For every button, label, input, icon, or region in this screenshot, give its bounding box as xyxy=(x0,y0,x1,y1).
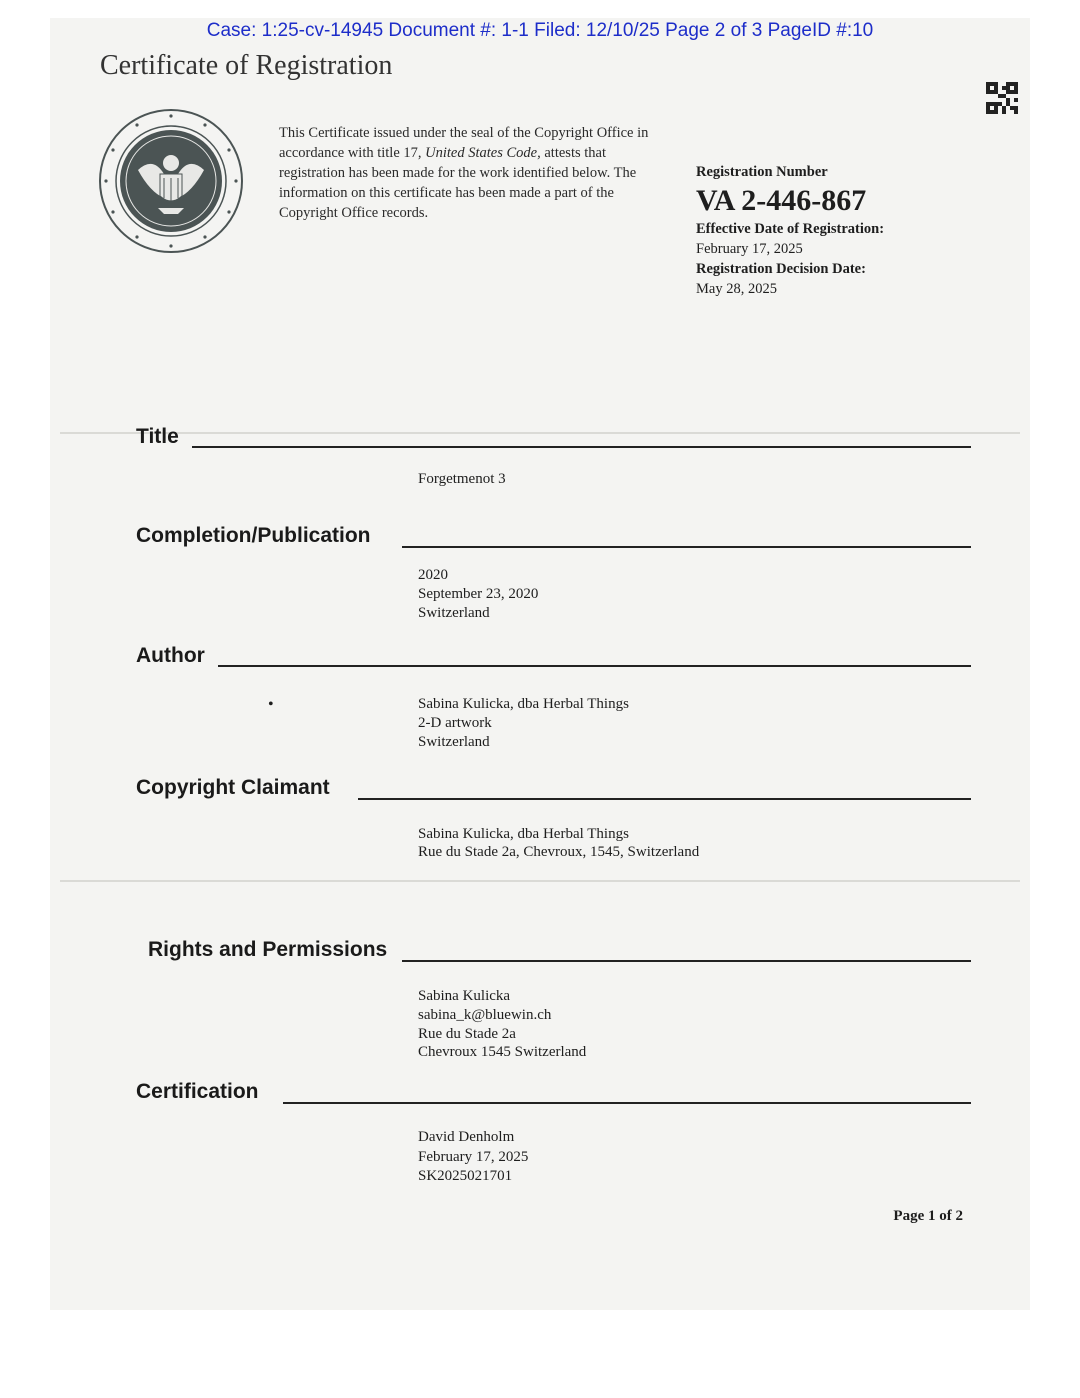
author-value: Sabina Kulicka, dba Herbal Things xyxy=(418,696,629,712)
section-author-heading: Author xyxy=(136,644,205,667)
claimant-name-value: Sabina Kulicka, dba Herbal Things xyxy=(418,826,629,842)
rights-name-value: Sabina Kulicka xyxy=(418,988,511,1004)
certification-date-value: February 17, 2025 xyxy=(418,1149,529,1165)
section-divider xyxy=(402,960,971,962)
rights-email-value: sabina_k@bluewin.ch xyxy=(418,1007,552,1023)
section-title-heading: Title xyxy=(136,425,179,448)
citizen-value: Switzerland xyxy=(418,734,490,750)
section-claimant-heading: Copyright Claimant xyxy=(136,776,330,799)
bullet-icon: • xyxy=(268,696,274,713)
effective-date: February 17, 2025 xyxy=(696,241,803,257)
decision-date: May 28, 2025 xyxy=(696,281,777,297)
title-of-work-value: Forgetmenot 3 xyxy=(418,471,506,487)
certification-name-value: David Denholm xyxy=(418,1129,515,1145)
section-divider xyxy=(402,546,971,548)
rights-address-line2: Chevroux 1545 Switzerland xyxy=(418,1044,587,1060)
section-certification-heading: Certification xyxy=(136,1080,259,1103)
registration-number: VA 2-446-867 xyxy=(696,184,867,217)
copyright-office-seal xyxy=(98,108,244,254)
case-header: Case: 1:25-cv-14945 Document #: 1-1 Filed: 12/10/25 Page 2 of 3 PageID #:10 xyxy=(206,20,874,41)
registration-number-label: Registration Number xyxy=(696,164,828,180)
fold-line xyxy=(60,432,1020,434)
page-title: Certificate of Registration xyxy=(100,50,393,81)
decision-date-label: Registration Decision Date: xyxy=(696,261,866,277)
section-divider xyxy=(218,665,971,667)
page-number: Page 1 of 2 xyxy=(893,1208,963,1224)
section-divider xyxy=(358,798,971,800)
claimant-address-value: Rue du Stade 2a, Chevroux, 1545, Switzerland xyxy=(418,844,700,860)
fold-line xyxy=(60,880,1020,882)
certificate-intro-text: This Certificate issued under the seal of the Copyright Office in accordance with title 17, United States Code, attests that registration has been made for the work identified below. The information on this certificate has been made a part of the Copyright Office records. xyxy=(279,125,649,221)
effective-date-label: Effective Date of Registration: xyxy=(696,221,885,237)
registration-block xyxy=(696,162,884,299)
section-completion-heading: Completion/Publication xyxy=(136,524,371,547)
rights-address-line1: Rue du Stade 2a xyxy=(418,1026,516,1042)
nation-value: Switzerland xyxy=(418,605,490,621)
qr-code-icon xyxy=(986,82,1018,114)
year-value: 2020 xyxy=(418,567,448,583)
section-divider xyxy=(192,446,971,448)
tracking-number-value: SK2025021701 xyxy=(418,1168,513,1184)
author-created-value: 2-D artwork xyxy=(418,715,492,731)
publication-date-value: September 23, 2020 xyxy=(418,586,539,602)
section-divider xyxy=(283,1102,971,1104)
section-rights-heading: Rights and Permissions xyxy=(148,938,388,961)
